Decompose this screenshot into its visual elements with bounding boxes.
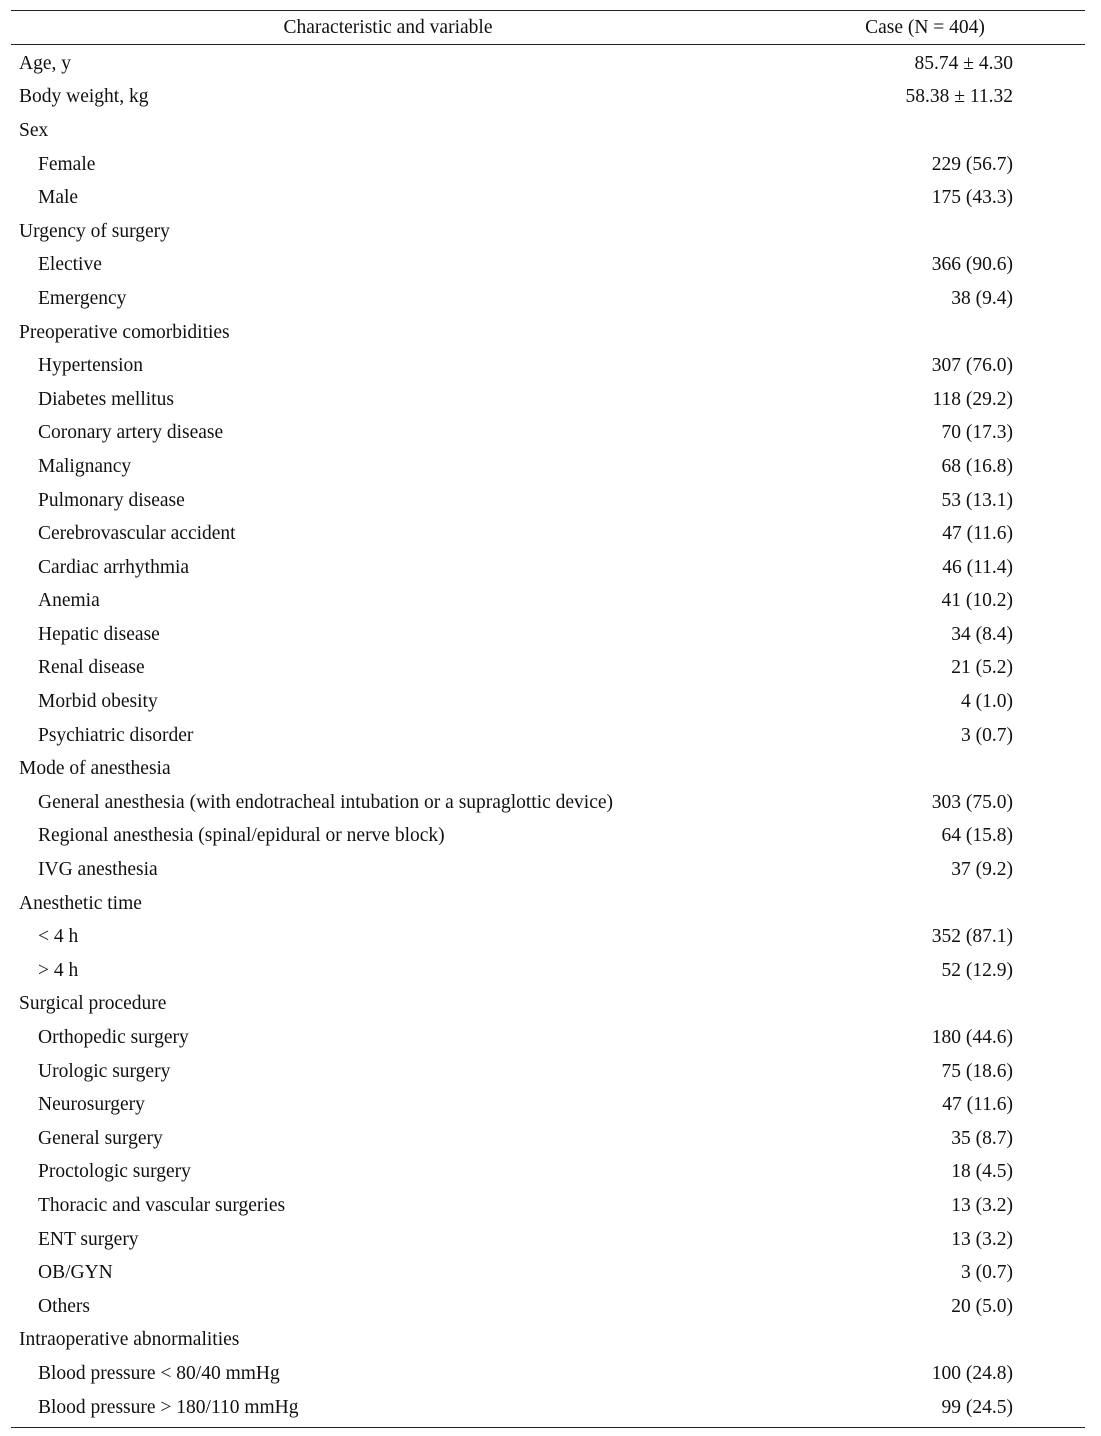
- table-row: [11, 1088, 1085, 1122]
- row-value: 366 (90.6): [931, 254, 1013, 276]
- row-value: 68 (16.8): [941, 455, 1013, 477]
- row-value: 58.38 ± 11.32: [905, 86, 1013, 108]
- table-row: [11, 1189, 1085, 1223]
- row-label: Surgical procedure: [19, 993, 167, 1015]
- row-value: 21 (5.2): [951, 657, 1013, 679]
- row-value: 47 (11.6): [942, 1094, 1013, 1116]
- table-section-row: [11, 752, 1085, 786]
- row-value: 13 (3.2): [951, 1194, 1013, 1216]
- row-label: Urologic surgery: [38, 1060, 171, 1082]
- row-label: Cardiac arrhythmia: [38, 556, 190, 578]
- table-row: [11, 249, 1085, 283]
- row-value: 35 (8.7): [951, 1127, 1013, 1149]
- table-row: [11, 1357, 1085, 1391]
- row-label: Blood pressure < 80/40 mmHg: [38, 1362, 280, 1384]
- table-section-row: [11, 81, 1085, 115]
- table-header-row: [11, 11, 1085, 44]
- row-label: Pulmonary disease: [38, 489, 185, 511]
- table-row: [11, 349, 1085, 383]
- row-label: Sex: [19, 119, 49, 141]
- table-section-row: [11, 988, 1085, 1022]
- row-value: 34 (8.4): [951, 623, 1013, 645]
- row-value: 46 (11.4): [942, 556, 1013, 578]
- table-section-row: [11, 114, 1085, 148]
- table-row: [11, 820, 1085, 854]
- table-row: [11, 954, 1085, 988]
- table-row: [11, 1021, 1085, 1055]
- table-row: [11, 920, 1085, 954]
- row-value: 64 (15.8): [941, 825, 1013, 847]
- table-row: [11, 853, 1085, 887]
- row-label: Preoperative comorbidities: [19, 321, 230, 343]
- row-label: Cerebrovascular accident: [38, 523, 236, 545]
- table-row: [11, 417, 1085, 451]
- table-section-row: [11, 1324, 1085, 1358]
- row-label: IVG anesthesia: [38, 859, 158, 881]
- row-label: Diabetes mellitus: [38, 388, 174, 410]
- row-label: Hepatic disease: [38, 623, 160, 645]
- row-value: 13 (3.2): [951, 1228, 1013, 1250]
- row-value: 47 (11.6): [942, 523, 1013, 545]
- row-value: 100 (24.8): [931, 1362, 1013, 1384]
- row-label: Morbid obesity: [38, 691, 158, 713]
- table-row: [11, 517, 1085, 551]
- table-section-row: [11, 215, 1085, 249]
- row-value: 99 (24.5): [941, 1396, 1013, 1418]
- row-label: Malignancy: [38, 455, 132, 477]
- table-section-row: [11, 887, 1085, 921]
- table-row: [11, 618, 1085, 652]
- row-label: Mode of anesthesia: [19, 758, 171, 780]
- table-row: [11, 1290, 1085, 1324]
- row-label: Body weight, kg: [19, 86, 149, 108]
- row-value: 175 (43.3): [931, 187, 1013, 209]
- row-value: 20 (5.0): [951, 1295, 1013, 1317]
- row-value: 307 (76.0): [931, 355, 1013, 377]
- header-characteristic: Characteristic and variable: [283, 16, 493, 38]
- row-label: Hypertension: [38, 355, 144, 377]
- table-row: [11, 1122, 1085, 1156]
- row-label: Neurosurgery: [38, 1094, 145, 1116]
- table-row: [11, 786, 1085, 820]
- row-value: 180 (44.6): [931, 1027, 1013, 1049]
- row-value: 229 (56.7): [931, 153, 1013, 175]
- table-row: [11, 551, 1085, 585]
- row-value: 85.74 ± 4.30: [914, 52, 1013, 74]
- table-row: [11, 719, 1085, 753]
- row-label: Anemia: [38, 590, 100, 612]
- table-section-row: [11, 47, 1085, 81]
- row-label: Proctologic surgery: [38, 1161, 191, 1183]
- table-section-row: [11, 316, 1085, 350]
- table-row: [11, 383, 1085, 417]
- row-label: < 4 h: [38, 926, 79, 948]
- table-row: [11, 1223, 1085, 1257]
- table-row: [11, 1256, 1085, 1290]
- row-label: Regional anesthesia (spinal/epidural or nerve block): [38, 825, 445, 847]
- row-label: Anesthetic time: [19, 892, 142, 914]
- row-value: 352 (87.1): [931, 926, 1013, 948]
- table-row: [11, 585, 1085, 619]
- row-label: ENT surgery: [38, 1228, 139, 1250]
- table-row: [11, 484, 1085, 518]
- row-label: > 4 h: [38, 959, 79, 981]
- row-value: 53 (13.1): [941, 489, 1013, 511]
- row-value: 75 (18.6): [941, 1060, 1013, 1082]
- row-label: Male: [38, 187, 79, 209]
- table-row: [11, 1055, 1085, 1089]
- row-label: Urgency of surgery: [19, 220, 170, 242]
- row-label: Emergency: [38, 287, 127, 309]
- row-label: Blood pressure > 180/110 mmHg: [38, 1396, 299, 1418]
- row-label: Others: [38, 1295, 90, 1317]
- header-case: Case (N = 404): [865, 16, 985, 38]
- table-row: [11, 1391, 1085, 1425]
- table-row: [11, 450, 1085, 484]
- row-label: Orthopedic surgery: [38, 1027, 189, 1049]
- table-row: [11, 181, 1085, 215]
- row-value: 303 (75.0): [931, 791, 1013, 813]
- row-value: 3 (0.7): [961, 1262, 1013, 1284]
- table-row: [11, 685, 1085, 719]
- row-value: 37 (9.2): [951, 859, 1013, 881]
- row-value: 41 (10.2): [941, 590, 1013, 612]
- row-label: Intraoperative abnormalities: [19, 1329, 240, 1351]
- table-row: [11, 282, 1085, 316]
- table-row: [11, 1156, 1085, 1190]
- row-label: Coronary artery disease: [38, 422, 224, 444]
- row-label: Elective: [38, 254, 102, 276]
- row-label: Age, y: [19, 52, 71, 74]
- row-label: Female: [38, 153, 96, 175]
- row-label: General surgery: [38, 1127, 163, 1149]
- row-label: Renal disease: [38, 657, 145, 679]
- row-value: 118 (29.2): [932, 388, 1013, 410]
- row-label: OB/GYN: [38, 1262, 113, 1284]
- patient-characteristics-table: [11, 10, 1085, 1428]
- table-row: [11, 148, 1085, 182]
- table-bottom-rule: [11, 1427, 1085, 1428]
- row-label: General anesthesia (with endotracheal intubation or a supraglottic device): [38, 791, 614, 813]
- row-value: 52 (12.9): [941, 959, 1013, 981]
- table-body: [11, 45, 1085, 1427]
- row-value: 4 (1.0): [961, 691, 1013, 713]
- row-label: Psychiatric disorder: [38, 724, 194, 746]
- table-row: [11, 652, 1085, 686]
- row-value: 3 (0.7): [961, 724, 1013, 746]
- row-label: Thoracic and vascular surgeries: [38, 1194, 286, 1216]
- row-value: 70 (17.3): [941, 422, 1013, 444]
- row-value: 18 (4.5): [951, 1161, 1013, 1183]
- row-value: 38 (9.4): [951, 287, 1013, 309]
